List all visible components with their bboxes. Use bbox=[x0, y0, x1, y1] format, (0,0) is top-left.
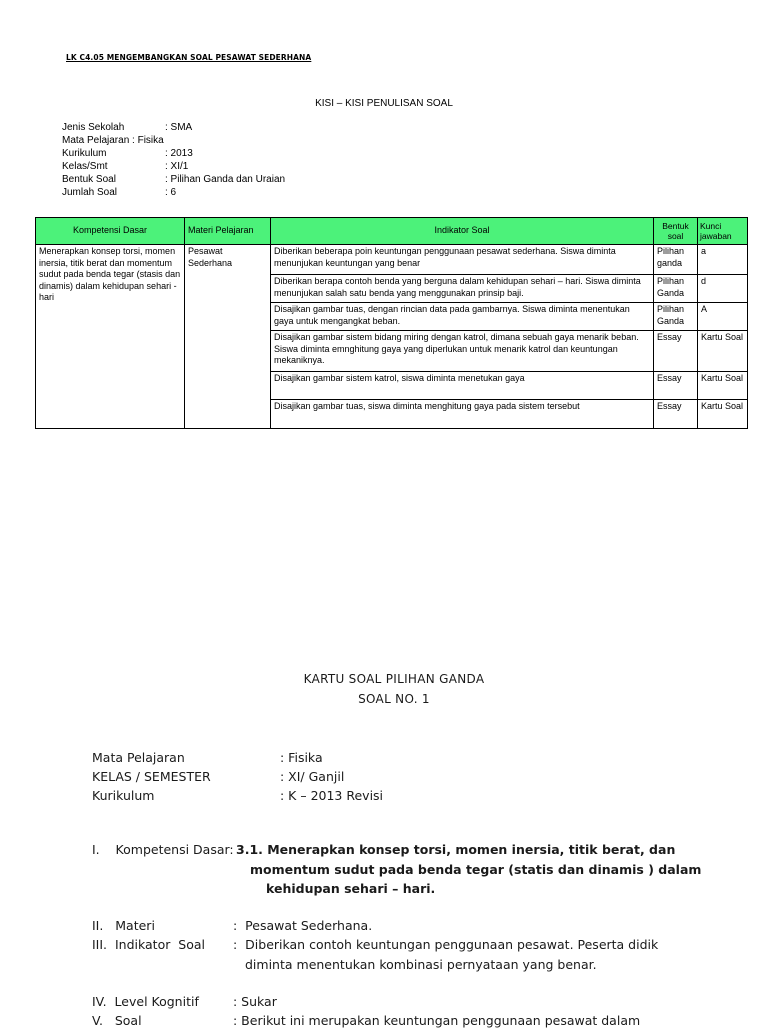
kd-label: I. Kompetensi Dasar: bbox=[92, 842, 234, 857]
kd-line-3: kehidupan sehari – hari. bbox=[266, 881, 436, 896]
indikator-cell: Disajikan gambar sistem bidang miring dengan katrol, dimana sebuah gaya menarik beban. Siswa diminta emnghitung gaya yang diperlukan untuk menarik katrol dan keuntungan mekaniknya. bbox=[271, 331, 654, 372]
meta-value: : XI/ Ganjil bbox=[280, 769, 345, 784]
kisi-title: KISI – KISI PENULISAN SOAL bbox=[315, 98, 453, 109]
info-key: Mata Pelajaran : Fisika bbox=[62, 135, 164, 146]
indikator-label: III. Indikator Soal bbox=[92, 937, 206, 952]
info-value: : 2013 bbox=[165, 148, 193, 159]
bentuk-cell: Pilihan Ganda bbox=[654, 303, 698, 331]
indikator-cell: Diberikan berapa contoh benda yang berguna dalam kehidupan sehari – hari. Siswa diminta menunjukan salah satu benda yang menggunakan prinsip baji. bbox=[271, 275, 654, 303]
kompetensi-cell: Menerapkan konsep torsi, momen inersia, titik berat dan momentum sudut pada benda tegar (stasis dan dinamis) dalam kehidupan sehari - hari bbox=[36, 245, 185, 429]
kunci-cell: Kartu Soal bbox=[698, 372, 748, 400]
document-title: LK C4.05 MENGEMBANGKAN SOAL PESAWAT SEDERHANA bbox=[66, 53, 312, 62]
header-kompetensi: Kompetensi Dasar bbox=[36, 218, 185, 245]
bentuk-cell: Pilihan Ganda bbox=[654, 275, 698, 303]
indikator-line-2: diminta menentukan kombinasi pernyataan yang benar. bbox=[245, 957, 597, 972]
level-label: IV. Level Kognitif bbox=[92, 994, 199, 1009]
materi-cell: Pesawat Sederhana bbox=[185, 245, 271, 429]
kunci-cell: A bbox=[698, 303, 748, 331]
info-value: : XI/1 bbox=[165, 161, 189, 172]
indikator-cell: Disajikan gambar tuas, siswa diminta menghitung gaya pada sistem tersebut bbox=[271, 400, 654, 429]
indikator-line-1: : Diberikan contoh keuntungan penggunaan pesawat. Peserta didik bbox=[233, 937, 659, 952]
info-key: Bentuk Soal bbox=[62, 174, 116, 185]
kunci-cell: Kartu Soal bbox=[698, 331, 748, 372]
table-header-row bbox=[36, 218, 748, 245]
info-key: Kelas/Smt bbox=[62, 161, 108, 172]
info-value: : 6 bbox=[165, 187, 177, 198]
indikator-cell: Disajikan gambar sistem katrol, siswa diminta menetukan gaya bbox=[271, 372, 654, 400]
bentuk-cell: Pilihan ganda bbox=[654, 245, 698, 275]
info-value: : SMA bbox=[165, 122, 193, 133]
level-value: : Sukar bbox=[233, 994, 277, 1009]
header-bentuk: Bentuk soal bbox=[654, 218, 698, 245]
materi-value: : Pesawat Sederhana. bbox=[233, 918, 373, 933]
kunci-cell: d bbox=[698, 275, 748, 303]
indikator-cell: Diberikan beberapa poin keuntungan penggunaan pesawat sederhana. Siswa diminta menunjukan keuntungan yang benar bbox=[271, 245, 654, 275]
table-row bbox=[36, 245, 748, 275]
meta-key: Mata Pelajaran bbox=[92, 750, 185, 765]
bentuk-cell: Essay bbox=[654, 372, 698, 400]
meta-key: Kurikulum bbox=[92, 788, 155, 803]
soal-value: : Berikut ini merupakan keuntungan penggunaan pesawat dalam bbox=[233, 1013, 641, 1028]
kisi-table bbox=[35, 217, 748, 429]
info-key: Jumlah Soal bbox=[62, 187, 118, 198]
header-indikator: Indikator Soal bbox=[271, 218, 654, 245]
soal-label: V. Soal bbox=[92, 1013, 142, 1028]
info-key: Jenis Sekolah bbox=[62, 122, 125, 133]
meta-key: KELAS / SEMESTER bbox=[92, 769, 211, 784]
bentuk-cell: Essay bbox=[654, 331, 698, 372]
materi-label: II. Materi bbox=[92, 918, 155, 933]
header-kunci: Kunci jawaban bbox=[698, 218, 748, 245]
kunci-cell: Kartu Soal bbox=[698, 400, 748, 429]
kartu-title: KARTU SOAL PILIHAN GANDA bbox=[303, 672, 485, 686]
kd-line-2: momentum sudut pada benda tegar (statis dan dinamis ) dalam bbox=[250, 862, 702, 877]
meta-value: : Fisika bbox=[280, 750, 323, 765]
kd-line-1: 3.1. Menerapkan konsep torsi, momen inersia, titik berat, dan bbox=[236, 842, 676, 857]
info-value: : Pilihan Ganda dan Uraian bbox=[165, 174, 286, 185]
info-key: Kurikulum bbox=[62, 148, 107, 159]
kunci-cell: a bbox=[698, 245, 748, 275]
header-materi: Materi Pelajaran bbox=[185, 218, 271, 245]
kartu-subtitle: SOAL NO. 1 bbox=[358, 692, 430, 706]
bentuk-cell: Essay bbox=[654, 400, 698, 429]
indikator-cell: Disajikan gambar tuas, dengan rincian data pada gambarnya. Siswa diminta menentukan gaya untuk mengangkat beban. bbox=[271, 303, 654, 331]
meta-value: : K – 2013 Revisi bbox=[280, 788, 384, 803]
